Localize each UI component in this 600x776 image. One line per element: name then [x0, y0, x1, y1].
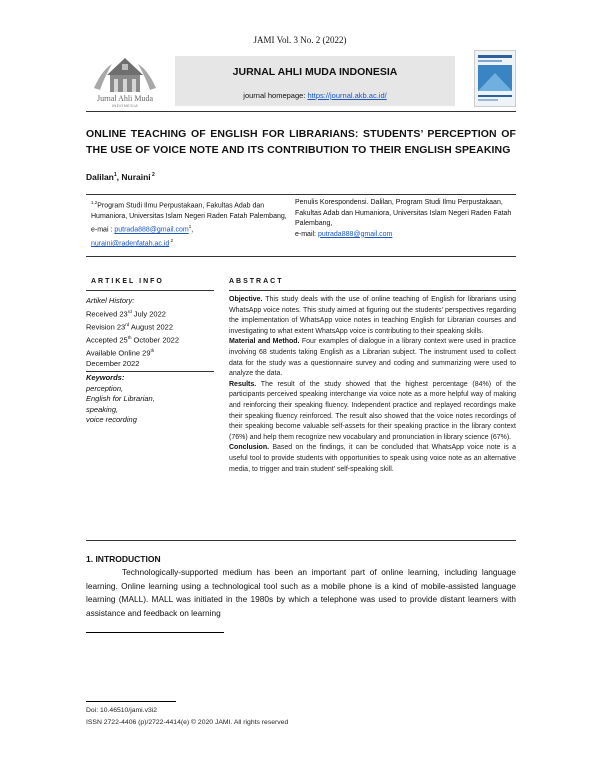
keywords-label: Keywords:: [86, 373, 125, 382]
abstract-objective: Objective. This study deals with the use of online teaching of English for librarians using WhatsApp voice notes. This study aimed at figuring out the students’ perspectives regarding the implementation of WhatsApp voice notes in teaching English for Librarian courses and investigating to what extent WhatsApp voice is contributing to their speaking skills.: [229, 296, 516, 335]
affiliation-email-2-sup: 2: [169, 238, 174, 244]
footnote-rule: [86, 632, 224, 633]
abstract-body: [229, 295, 516, 475]
accepted-date: Accepted 25th October 2022: [86, 334, 179, 344]
affiliation-rule: [86, 256, 516, 257]
article-info-rule: [86, 290, 214, 291]
affiliation-email-1[interactable]: putrada888@gmail.com: [114, 226, 189, 234]
correspondence-email-label: e-mail:: [295, 230, 318, 238]
article-info-heading: ARTIKEL INFO: [91, 278, 164, 285]
doi: Doi: 10.46510/jami.v3i2: [86, 707, 158, 714]
affiliation-email-label: e-mai :: [91, 226, 115, 234]
affiliation-email-1-sup: 1: [188, 224, 192, 230]
abstract-method: Material and Method. Four examples of dialogue in a library context were used in practice involving 68 students taking English as a Librarian subject. The instrument used to collect data for the study was a questionnaire survey and coding and summarizing were used to analyze the data.: [229, 338, 516, 378]
keyword: English for Librarian,: [86, 394, 155, 403]
correspondence-text: Penulis Korespondensi. Dalilan, Program Studi Ilmu Perpustakaan, Fakultas Adab dan Humaniora, Universitas Islam Negeri Raden Fatah Palembang,: [295, 199, 512, 227]
received-date: Received 23rd July 2022: [86, 308, 166, 318]
affiliation-sup: 1,2: [91, 200, 98, 205]
article-info: [86, 296, 214, 426]
keyword: speaking,: [86, 404, 119, 414]
correspondence: [295, 198, 517, 240]
introduction-text: Technologically-supported medium has been an important part of online learning, including language learning. Online learning using a technological tool such as a mobile phone is a kind of mobile-assisted language learning (MALL). MALL was initiated in the 1980s by which a telephone was used to provide distant learners with assistance and feedback on learning: [86, 567, 516, 619]
abstract-results: Results. The result of the study showed that the highest percentage (84%) of the participants perceived speaking interchange via voice note as a more helpful way of making and reinforcing their speaking fluency. Independent practice and replayed recordings make their speaking fluency reinforced. The result also showed that the voice notes recordings of their speaking become valuable self-assets for their speaking practice in the library context (76%) and help them recognize new vocabulary and pronunciation in library science (67%).: [229, 380, 516, 441]
running-head: JAMI Vol. 3 No. 2 (2022): [253, 35, 347, 45]
journal-name: JURNAL AHLI MUDA INDONESIA: [232, 66, 398, 78]
correspondence-email[interactable]: putrada888@gmail.com: [317, 230, 393, 238]
homepage-label: journal homepage:: [243, 91, 308, 100]
footer-rule: [86, 701, 176, 702]
logo-subtext: INDONESIA: [111, 103, 139, 108]
issn: ISSN 2722-4406 (p)/2722-4414(e) © 2020 JAMI. All rights reserved: [86, 719, 289, 726]
authors-rule: [86, 194, 516, 195]
abstract-rule: [229, 290, 516, 291]
abstract-heading: ABSTRACT: [229, 278, 284, 285]
online-date: Available Online 29th December 2022: [86, 347, 155, 368]
keyword: perception,: [86, 383, 124, 393]
introduction-heading: 1. INTRODUCTION: [86, 554, 161, 564]
abstract-conclusion: Conclusion. Based on the findings, it can be concluded that WhatsApp voice note is a useful tool to provide students with opportunities to speak using voice note as an alternative media, to trigger and train student’ self-speaking skill.: [229, 444, 516, 473]
journal-cover-thumbnail: [474, 50, 516, 107]
journal-homepage: [175, 91, 455, 100]
homepage-link[interactable]: https://journal.akb.ac.id/: [307, 91, 387, 100]
affiliation-email-2[interactable]: nuraini@radenfatah.ac.id: [91, 240, 170, 248]
affiliation-text: Program Studi Ilmu Perpustakaan, Fakultas Adab dan Humaniora, Universitas Islam Negeri Raden Fatah Palembang,: [91, 202, 287, 220]
author-2: Nuraini: [121, 172, 151, 182]
author-separator: ,: [116, 172, 122, 182]
authors: [86, 172, 155, 182]
author-1: Dalilan: [86, 172, 114, 182]
history-label: Artikel History:: [86, 296, 135, 305]
article-title: ONLINE TEACHING OF ENGLISH FOR LIBRARIANS: STUDENTS’ PERCEPTION OF THE USE OF VOICE NOTE AND ITS CONTRIBUTION TO THEIR ENGLISH SPEAKING: [86, 128, 516, 156]
header-rule: [86, 111, 516, 112]
logo-text: Jurnal Ahli Muda: [97, 94, 153, 103]
keywords-block: [86, 371, 214, 426]
abstract-bottom-rule: [86, 540, 516, 541]
affiliation: $^{1,2}$Program Studi Ilmu Perpustakaan, Fakultas Adab dan Humaniora, Universitas Islam Negeri Raden Fatah Palembang, e-mai : putrada888@gmail.com$^1$, nuraini@radenfatah.ac.id $^2$: [91, 200, 287, 248]
author-1-sup: 1: [113, 172, 117, 179]
author-2-sup: 2: [150, 172, 155, 179]
revision-date: Revision 23rd August 2022: [86, 321, 174, 331]
keyword: voice recording: [86, 415, 137, 424]
